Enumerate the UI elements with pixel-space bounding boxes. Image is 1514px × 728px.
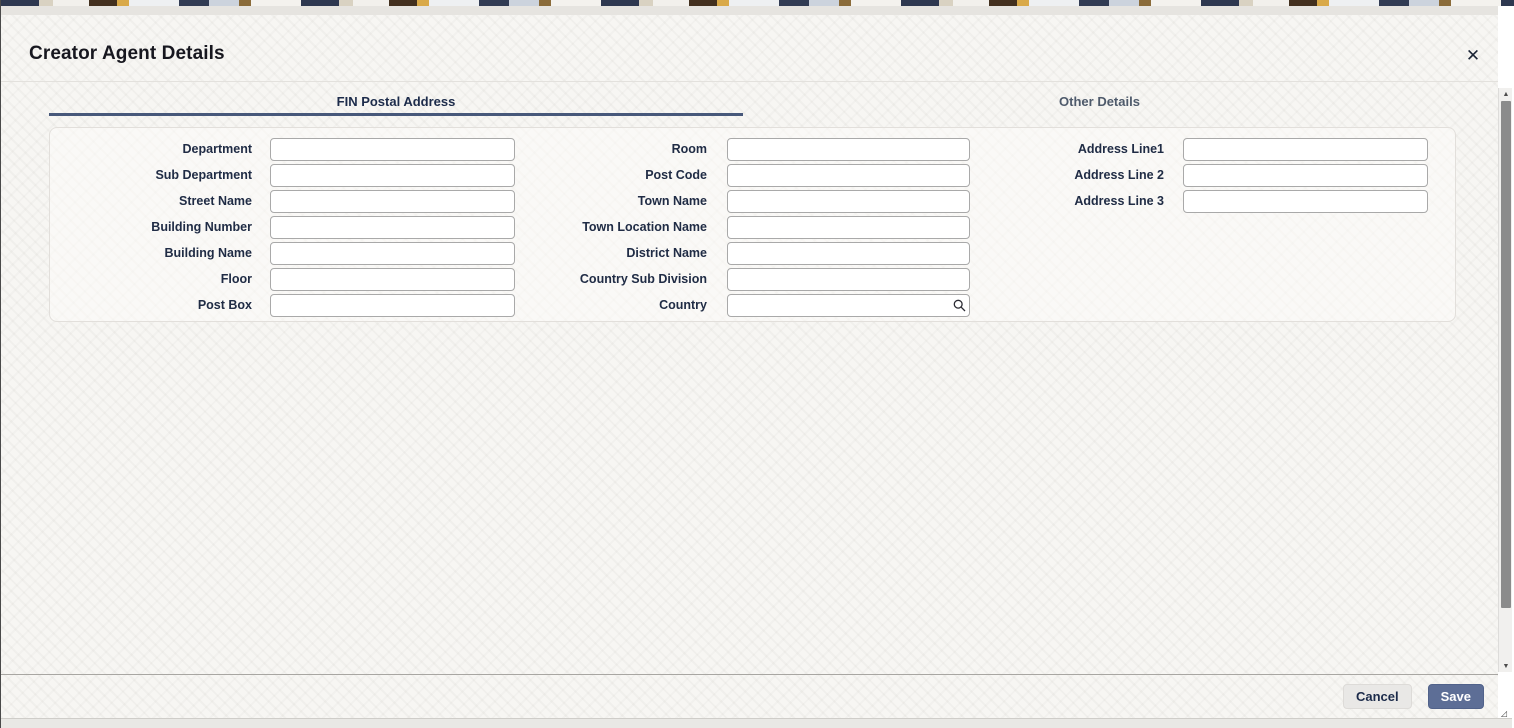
footer-actions [1343,684,1484,709]
form-row [480,216,970,239]
field-label-floor: Floor [220,272,252,286]
form-row [60,190,515,213]
address-line3-input[interactable] [1183,190,1428,213]
building-number-input[interactable] [270,216,515,239]
field-label-post-box: Post Box [197,298,252,312]
vertical-scrollbar-track[interactable] [1498,88,1512,672]
address-line2-input[interactable] [1183,164,1428,187]
field-label-room: Room [671,142,707,156]
department-input[interactable] [270,138,515,161]
save-button[interactable]: Save [1428,684,1484,709]
country-field [727,294,970,317]
form-row [1000,164,1428,187]
district-name-input[interactable] [727,242,970,265]
tab-label: FIN Postal Address [336,94,456,109]
sub-department-input[interactable] [270,164,515,187]
cancel-button[interactable]: Cancel [1343,684,1412,709]
field-label-building-name: Building Name [164,246,252,260]
form-column-3 [1000,138,1428,213]
footer-divider [1,674,1498,675]
field-label-post-code: Post Code [645,168,707,182]
field-label-building-number: Building Number [151,220,252,234]
field-label-address-line1: Address Line1 [1077,142,1164,156]
search-icon[interactable] [949,299,969,312]
form-row [60,138,515,161]
field-label-town-name: Town Name [637,194,707,208]
street-name-input[interactable] [270,190,515,213]
country-input[interactable] [728,295,949,316]
floor-input[interactable] [270,268,515,291]
form-row [480,138,970,161]
post-box-input[interactable] [270,294,515,317]
field-label-country-sub-division: Country Sub Division [579,272,707,286]
scroll-up-icon[interactable]: ▲ [1502,90,1510,98]
country-sub-division-input[interactable] [727,268,970,291]
form-row [480,294,970,317]
form-row [60,242,515,265]
room-input[interactable] [727,138,970,161]
dialog-surface [1,15,1498,718]
field-label-department: Department [182,142,252,156]
field-label-country: Country [659,298,707,312]
address-line1-input[interactable] [1183,138,1428,161]
tab-bar [49,88,1456,116]
form-row [480,190,970,213]
form-row [480,268,970,291]
town-name-input[interactable] [727,190,970,213]
fin-postal-address-panel [49,127,1456,322]
field-label-address-line2: Address Line 2 [1074,168,1164,182]
field-label-street-name: Street Name [179,194,252,208]
form-column-2 [480,138,970,317]
form-row [480,242,970,265]
form-column-1 [60,138,515,317]
tab-other-details[interactable] [743,88,1456,116]
form-row [60,164,515,187]
building-name-input[interactable] [270,242,515,265]
field-label-town-location-name: Town Location Name [582,220,707,234]
horizontal-scrollbar-track[interactable] [1,718,1512,728]
form-row [480,164,970,187]
close-icon[interactable]: ✕ [1465,46,1481,65]
tab-label: Other Details [1059,94,1140,109]
tab-fin-postal-address[interactable] [49,88,743,116]
page-title: Creator Agent Details [29,43,225,64]
form-row [1000,138,1428,161]
vertical-scrollbar-thumb[interactable] [1501,101,1511,608]
header-divider [1,81,1498,82]
field-label-sub-department: Sub Department [155,168,252,182]
field-label-address-line3: Address Line 3 [1074,194,1164,208]
form-row [60,268,515,291]
form-row [1000,190,1428,213]
dialog-top-edge [1,6,1498,15]
town-location-name-input[interactable] [727,216,970,239]
post-code-input[interactable] [727,164,970,187]
form-row [60,216,515,239]
form-row [60,294,515,317]
field-label-district-name: District Name [626,246,707,260]
resize-grip-icon[interactable]: ◿ [1501,709,1508,718]
scroll-down-icon[interactable]: ▼ [1502,662,1510,670]
